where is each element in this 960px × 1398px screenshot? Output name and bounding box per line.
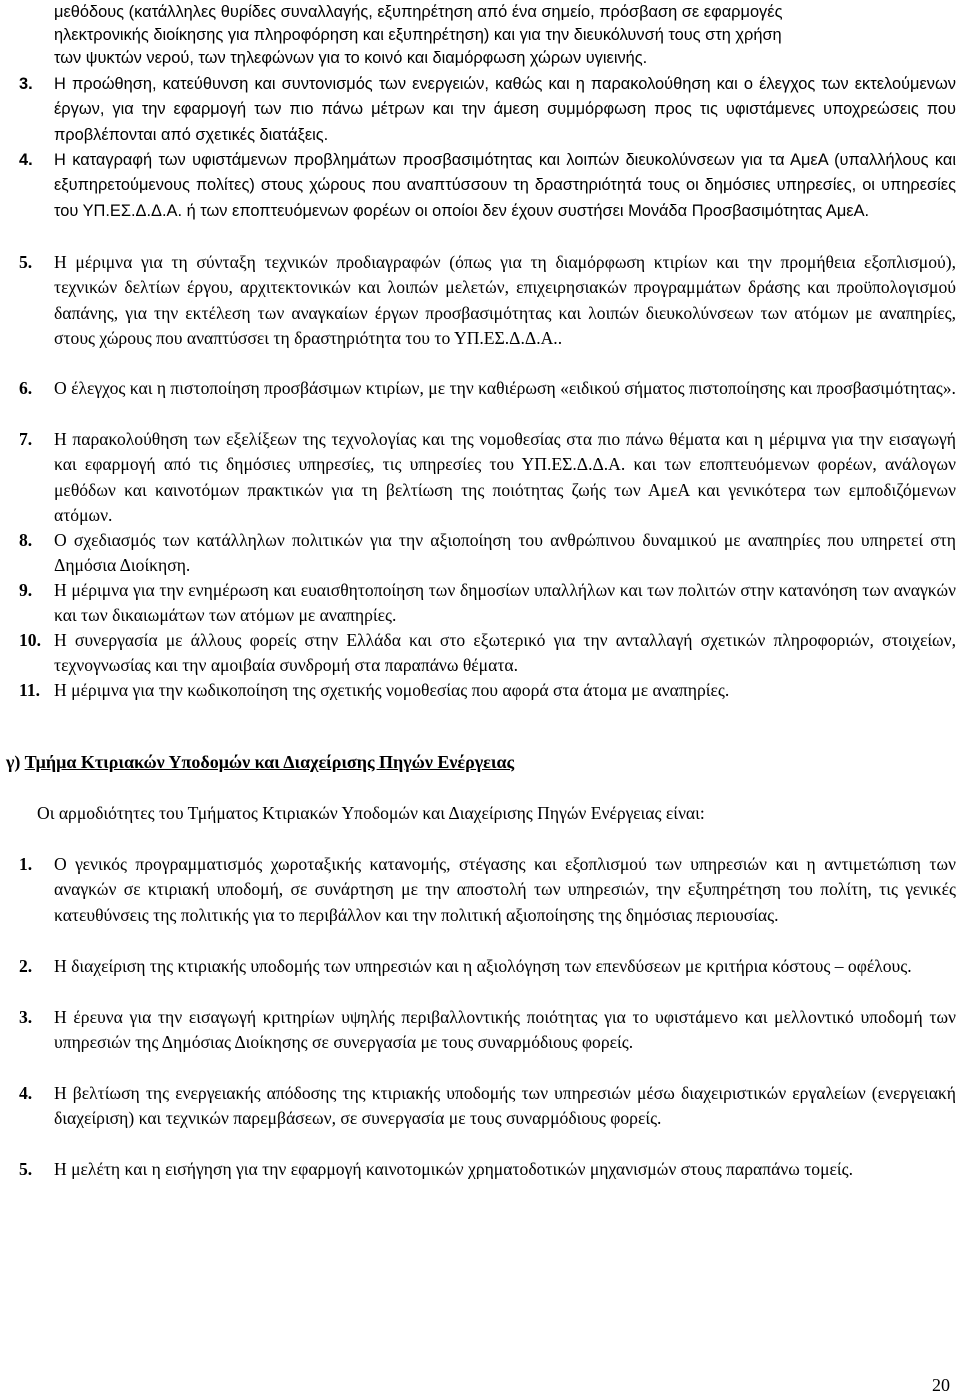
list-item	[19, 628, 956, 679]
list-item	[19, 376, 956, 401]
list-item-number: 3.	[19, 1007, 33, 1027]
section-prefix: γ)	[6, 752, 21, 772]
page-number: 20	[932, 1375, 950, 1395]
list-item-number: 11.	[19, 680, 41, 700]
list-item	[19, 1081, 956, 1132]
list-item-text: Ο σχεδιασμός των κατάλληλων πολιτικών για την αξιοποίηση του ανθρώπινου δυναμικού με αναπηρίες που υπηρετεί στη Δημόσια Διοίκηση.	[54, 530, 956, 576]
list-item-text: Ο γενικός προγραμματισμός χωροταξικής κατανομής, στέγασης και εξοπλισμού των υπηρεσιών και η αντιμετώπιση των αναγκών σε κτιριακή υποδομή, σε συνάρτηση με την αποστολή των υπηρεσιών, την εξυπηρέτηση του πολίτη, τις γενικές κατευθύνσεις της πολιτικής για το περιβάλλον και την πολιτική αξιοποίησης της δημόσιας περιουσίας.	[54, 854, 956, 925]
list-item-number: 6.	[19, 378, 33, 398]
list-item-number: 8.	[19, 530, 33, 550]
list-item-text: Η καταγραφή των υφιστάμενων προβλημάτων προσβασιμότητας και λοιπών διευκολύνσεων για τα ΑμεΑ (υπαλλήλους και εξυπηρετούμενους πολίτες) στους χώρους που αναπτύσσουν τη δραστηριότητά τους οι δημόσιες υπηρεσίες, οι υπηρεσίες του ΥΠ.ΕΣ.Δ.Δ.Α. ή των εποπτευόμενων φορέων οι οποίοι δεν έχουν συστήσει Μονάδα Προσβασιμότητας ΑμεΑ.	[54, 151, 956, 220]
list-item-number: 9.	[19, 580, 33, 600]
list-item-text: Η μέριμνα για την ενημέρωση και ευαισθητοποίηση των δημοσίων υπαλλήλων και των πολιτών στην κατανόηση των αναγκών και των δικαιωμάτων των ατόμων με αναπηρίες.	[54, 580, 956, 626]
list-item-text: Η μέριμνα για τη σύνταξη τεχνικών προδιαγραφών (όπως για τη διαμόρφωση κτιρίων και την προμήθεια εξοπλισμού), τεχνικών δελτίων έργου, αρχιτεκτονικών και λοιπών μελετών, επιχειρησιακών προγραμμάτων δράσης και προϋπολογισμού δαπάνης, για την εκτέλεση των αναγκαίων έργων προσβασιμότητας και λοιπών διευκολύνσεων των ατόμων με αναπηρίες, στους χώρους που αναπτύσσει τη δραστηριότητα του το ΥΠ.ΕΣ.Δ.Δ.Α..	[54, 252, 956, 349]
list-item	[19, 528, 956, 579]
list-item-text: Η μέριμνα για την κωδικοποίηση της σχετικής νομοθεσίας που αφορά στα άτομα με αναπηρίες.	[54, 680, 730, 700]
list-item-text: Η παρακολούθηση των εξελίξεων της τεχνολογίας και της νομοθεσίας στα πιο πάνω θέματα και η μέριμνα για την εισαγωγή και εφαρμογή από τις δημόσιες υπηρεσίες, τις υπηρεσίες του ΥΠ.ΕΣ.Δ.Δ.Α. και των εποπτευόμενων φορέων, ανάλογων μεθόδων και καινοτόμων πρακτικών για τη βελτίωση της ποιότητας ζωής των ΑμεΑ και γενικότερα των εμποδιζόμενων ατόμων.	[54, 429, 956, 526]
list-item-number: 5.	[19, 1159, 33, 1179]
continuation-line: μεθόδους (κατάλληλες θυρίδες συναλλαγής, εξυπηρέτηση από ένα σημείο, πρόσβαση σε εφαρμογές	[54, 3, 783, 21]
list-item-number: 4.	[19, 1083, 33, 1103]
list-item-text: Η βελτίωση της ενεργειακής απόδοσης της κτιριακής υποδομής των υπηρεσιών μέσω διαχειριστικών εργαλείων (ενεργειακή διαχείριση) και τεχνικών παρεμβάσεων, σε συνεργασία με τους συναρμόδιους φορείς.	[54, 1083, 956, 1129]
list-item	[19, 678, 956, 703]
list-item	[19, 954, 956, 979]
list-item	[19, 1005, 956, 1056]
list-item-number: 7.	[19, 429, 33, 449]
list-item-number: 5.	[19, 252, 33, 272]
list-item	[19, 1157, 956, 1182]
section-intro: Οι αρμοδιότητες του Τμήματος Κτιριακών Υποδομών και Διαχείρισης Πηγών Ενέργειας είναι:	[37, 803, 705, 823]
list-item-text: Η προώθηση, κατεύθυνση και συντονισμός των ενεργειών, καθώς και η παρακολούθηση και ο έλεγχος των εκτελούμενων έργων, για την εφαρμογή των πιο πάνω μέτρων και την άμεση συμμόρφωση προς τις υφιστάμενες υποχρεώσεις που προβλέπονται από σχετικές διατάξεις.	[54, 75, 956, 144]
list-item-text: Η διαχείριση της κτιριακής υποδομής των υπηρεσιών και η αξιολόγηση των επενδύσεων με κριτήρια κόστους – οφέλους.	[54, 956, 912, 976]
section-title: Τμήμα Κτιριακών Υποδομών και Διαχείρισης Πηγών Ενέργειας	[24, 752, 515, 772]
list-item	[19, 427, 956, 529]
continuation-line: των ψυκτών νερού, των τηλεφώνων για το κοινό και διαμόρφωση χώρων υγιεινής.	[54, 49, 648, 67]
list-item-text: Η μελέτη και η εισήγηση για την εφαρμογή καινοτομικών χρηματοδοτικών μηχανισμών στους παραπάνω τομείς.	[54, 1159, 854, 1179]
list-item	[19, 578, 956, 629]
list-item-number: 10.	[19, 630, 41, 650]
list-item-number: 3.	[19, 75, 33, 93]
list-item-number: 1.	[19, 854, 33, 874]
list-item-text: Ο έλεγχος και η πιστοποίηση προσβάσιμων κτιρίων, με την καθιέρωση «ειδικού σήματος πιστοποίησης και προσβασιμότητας».	[54, 378, 956, 398]
list-item	[19, 72, 956, 148]
list-item-number: 2.	[19, 956, 33, 976]
list-item	[19, 852, 956, 928]
section-heading	[6, 752, 514, 773]
list-item-number: 4.	[19, 151, 33, 169]
list-item	[19, 250, 956, 352]
list-item-text: Η συνεργασία με άλλους φορείς στην Ελλάδα και στο εξωτερικό για την ανταλλαγή σχετικών πληροφοριών, στοιχείων, τεχνογνωσίας και την αμοιβαία συνδρομή στα παραπάνω θέματα.	[54, 630, 956, 676]
list-item-text: Η έρευνα για την εισαγωγή κριτηρίων υψηλής περιβαλλοντικής ποιότητας για το υφιστάμενο και μελλοντικό υποδομή των υπηρεσιών της Δημόσιας Διοίκησης σε συνεργασία με τους συναρμόδιους φορείς.	[54, 1007, 956, 1053]
list-item	[19, 148, 956, 224]
continuation-line: ηλεκτρονικής διοίκησης για πληροφόρηση και εξυπηρέτηση) και για την διευκόλυνσή τους στη χρήση	[54, 26, 782, 44]
